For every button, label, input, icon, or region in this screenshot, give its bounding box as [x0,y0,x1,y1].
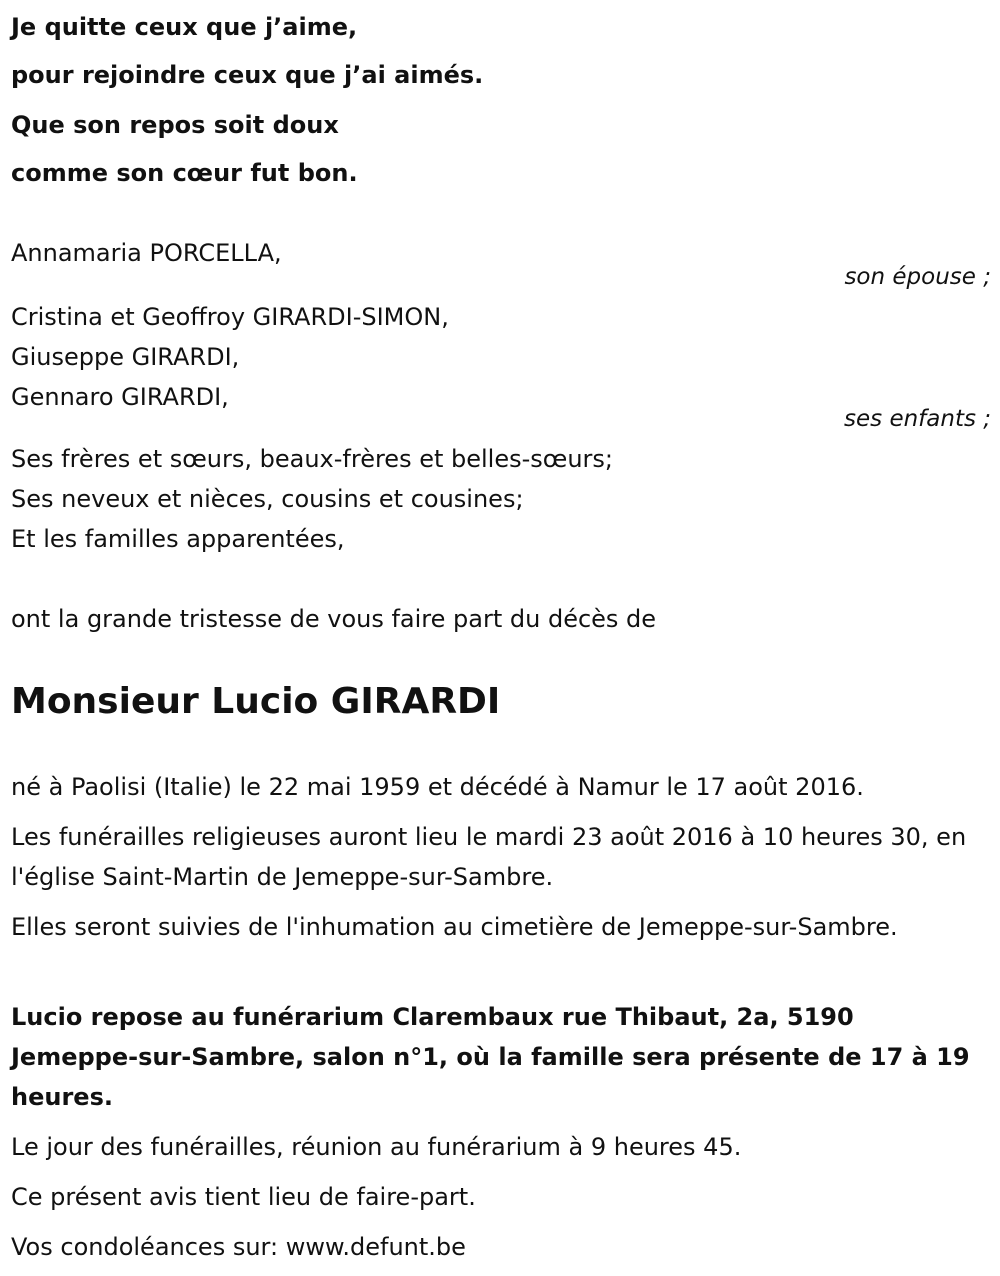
poem-line-2: pour rejoindre ceux que j’ai aimés. [11,61,484,89]
poem-line-3: Que son repos soit doux [11,111,339,139]
funeral-info: Les funérailles religieuses auront lieu le mardi 23 août 2016 à 10 heures 30, en l'église Saint-Martin de Jemeppe-sur-Sambre. [11,823,967,891]
announcement: ont la grande tristesse de vous faire part du décès de [11,605,657,633]
funeral-home-info: Lucio repose au funérarium Clarembaux rue Thibaut, 2a, 5190 Jemeppe-sur-Sambre, salon n°1, où la famille sera présente de 17 à 19 heures. [11,1003,970,1111]
relatives-line: Et les familles apparentées, [11,525,345,553]
notice-info: Ce présent avis tient lieu de faire-part. [11,1183,476,1211]
burial-info: Elles seront suivies de l'inhumation au cimetière de Jemeppe-sur-Sambre. [11,913,898,941]
spouse-name: Annamaria PORCELLA, [11,239,282,267]
relatives-line: Ses neveux et nièces, cousins et cousines; [11,485,524,513]
child-name: Giuseppe GIRARDI, [11,343,240,371]
child-name: Cristina et Geoffroy GIRARDI-SIMON, [11,303,449,331]
spouse-role: son épouse ; [844,264,991,290]
deceased-name: Monsieur Lucio GIRARDI [11,681,501,722]
birth-death-info: né à Paolisi (Italie) le 22 mai 1959 et décédé à Namur le 17 août 2016. [11,773,864,801]
relatives-line: Ses frères et sœurs, beaux-frères et belles-sœurs; [11,445,613,473]
meeting-info: Le jour des funérailles, réunion au funérarium à 9 heures 45. [11,1133,742,1161]
condolences-info: Vos condoléances sur: www.defunt.be [11,1233,466,1261]
children-role: ses enfants ; [844,406,991,432]
poem-line-1: Je quitte ceux que j’aime, [11,13,358,41]
poem-line-4: comme son cœur fut bon. [11,159,358,187]
child-name: Gennaro GIRARDI, [11,383,229,411]
